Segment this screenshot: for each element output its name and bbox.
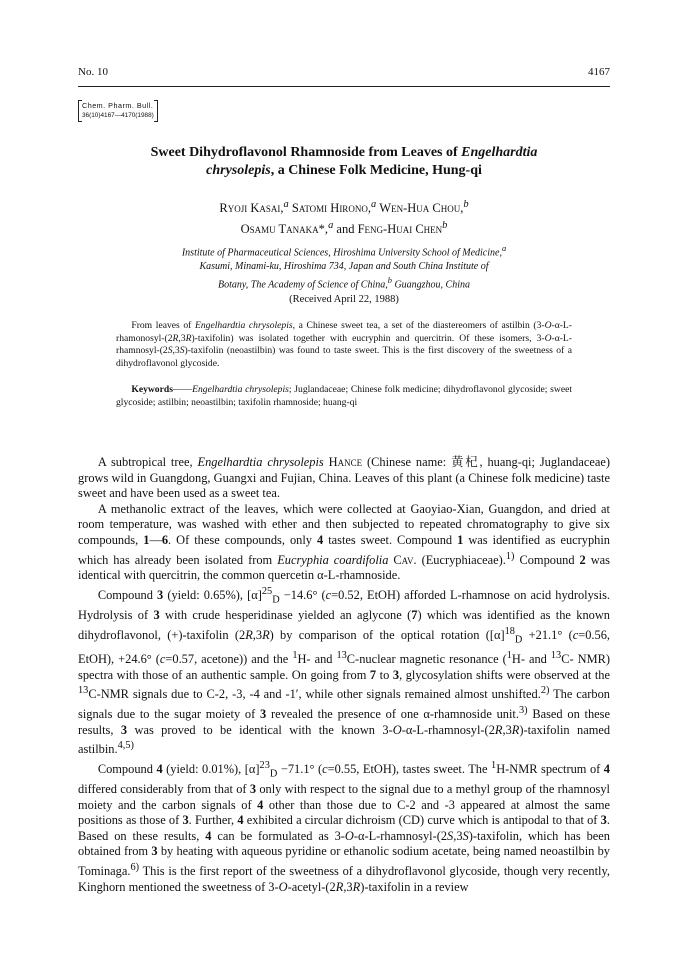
author-2-affil: a	[370, 199, 377, 210]
author-1-affil: a	[283, 199, 289, 210]
header-rule	[78, 86, 610, 87]
received-date: (Received April 22, 1988)	[289, 294, 399, 305]
author-1: Ryoji Kasai,	[219, 201, 284, 216]
affiliation	[120, 242, 568, 293]
abstract: From leaves of Engelhardtia chrysolepis, a Chinese sweet tea, a set of the diastereomers of astilbin (3-O-α-L-rhamonosyl-(2R,3R)-taxifolin) was isolated together with eucryphin and quercitrin. Of these isomers, 3-O-α-L-rhamnosyl-(2S,3S)-taxifolin (neoastilbin) was found to taste sweet. This is the first discovery of the sweetness of a dihydroflavonol glycoside.	[116, 320, 572, 369]
author-5: Feng-Huai Chen	[357, 222, 443, 237]
affiliation-line1: Institute of Pharmaceutical Sciences, Hiroshima University School of Medicine,	[181, 247, 502, 259]
title-line2: , a Chinese Folk Medicine, Hung-qi	[270, 163, 482, 178]
affiliation-mark-a: a	[501, 244, 507, 253]
author-5-affil: b	[442, 220, 448, 232]
article-title	[100, 144, 588, 180]
title-line1: Sweet Dihydroflavonol Rhamnoside from Leaves of	[150, 145, 458, 160]
affiliation-mark-b: b	[387, 276, 392, 286]
author-4: Osamu Tanaka*,	[240, 222, 329, 237]
paragraph-3: Compound 3 (yield: 0.65%), $[\alpha]^{25}_D -14.6^\circ$ (c=0.52, EtOH) afforded L-rhamnose on acid hydrolysis. Hydrolysis of 3 with crude hesperidinase yielded an aglycone (7) which was identified as the known dihydroflavonol, (+)-taxifolin (2R,3R) by comparison of the optical rotation ($[\alpha]^{18}_D +21.1^\circ$ (c=0.56, EtOH), +24.6° (c=0.57, acetone)) and the $^1$H- and $^{13}$C-nuclear magnetic resonance ($^1$H- and $^{13}$C- NMR) spectra with those of an authentic sample. On going from 7 to 3, glycosylation shifts were observed at the $^{13}$C-NMR signals due to C-2, -3, -4 and -1′, while other signals remained almost unshifted.$^{2)}$ The carbon signals due to the sugar moiety of 3 revealed the presence of one α-rhamnoside unit.$^{3)}$ Based on these results, 3 was proved to be identical with the known 3-O-α-L-rhamnosyl-(2R,3R)-taxifolin named astilbin.$^{4,5)}$	[78, 585, 611, 757]
paragraph-1: A subtropical tree, Engelhardtia chrysolepis Hance (Chinese name: 黄杞, huang-qi; Juglandaceae) grows wild in Guangdong, Guangxi and Fujian, China. Leaves of this plant (a Chinese folk medicine) taste sweet and have been used as a sweet tea.	[78, 455, 611, 501]
affiliation-line2: Kasumi, Minami-ku, Hiroshima 734, Japan and South China Institute of	[199, 261, 489, 273]
title-species: chrysolepis	[206, 163, 271, 178]
keywords-label: Keywords	[131, 384, 173, 395]
author-4-affil: a	[328, 220, 334, 232]
affiliation-city: Guangzhou, China	[391, 279, 470, 291]
author-list	[100, 196, 588, 238]
paragraph-4: Compound 4 (yield: 0.01%), $[\alpha]^{23}_D -71.1^\circ$ (c=0.55, EtOH), tastes sweet. The $^1$H-NMR spectrum of 4 differed considerably from that of 3 only with respect to the signal due to a methyl group of the rhamnosyl moiety and the carbon signals of 4 other than those due to C-2 and -3 appeared at almost the same positions as those of 3. Further, 4 exhibited a circular dichroism (CD) curve which is antipodal to that of 3. Based on these results, 4 can be formulated as 3-O-α-L-rhamnosyl-(2S,3S)-taxifolin, which has been obtained from 3 by heating with aqueous pyridine or ethanolic sodium acetate, being named neoastilbin by Tominaga.$^{6)}$ This is the first report of the sweetness of a dihydroflavonol glycoside, though very recently, Kinghorn mentioned the sweetness of 3-O-acetyl-(2R,3R)-taxifolin in a review	[78, 759, 611, 894]
citation-volume: 36(10)4167—4170(1988)	[82, 112, 154, 119]
page-number: 4167	[588, 66, 610, 78]
author-3-affil: b	[463, 199, 469, 210]
article-body	[78, 455, 610, 895]
issue-number: No. 10	[78, 66, 108, 78]
affiliation-line3: Botany, The Academy of Science of China,	[217, 279, 388, 291]
paragraph-2: A methanolic extract of the leaves, which were collected at Gaoyiao-Xian, Guangdon, and dried at room temperature, was washed with ether and then subjected to repeated chromatography to give six compounds, 1—6. Of these compounds, only 4 tastes sweet. Compound 1 was identified as eucryphin which has already been isolated from Eucryphia coardifolia Cav. (Eucryphiaceae).$^{1)}$ Compound 2 was identical with quercitrin, the common quercetin α-L-rhamnoside.	[78, 501, 610, 583]
citation-box	[78, 100, 158, 122]
citation-journal: Chem. Pharm. Bull.	[82, 101, 154, 110]
author-2: Satomi Hirono,	[291, 201, 371, 216]
author-3: Wen-Hua Chou,	[379, 201, 464, 216]
author-and: and	[336, 222, 355, 237]
keywords: Keywords——Engelhardtia chrysolepis; Juglandaceae; Chinese folk medicine; dihydroflavonol glycoside; sweet glycoside; astilbin; neoastilbin; taxifolin rhamnoside; huang-qi	[116, 384, 572, 408]
title-genus: Engelhardtia	[461, 145, 538, 160]
